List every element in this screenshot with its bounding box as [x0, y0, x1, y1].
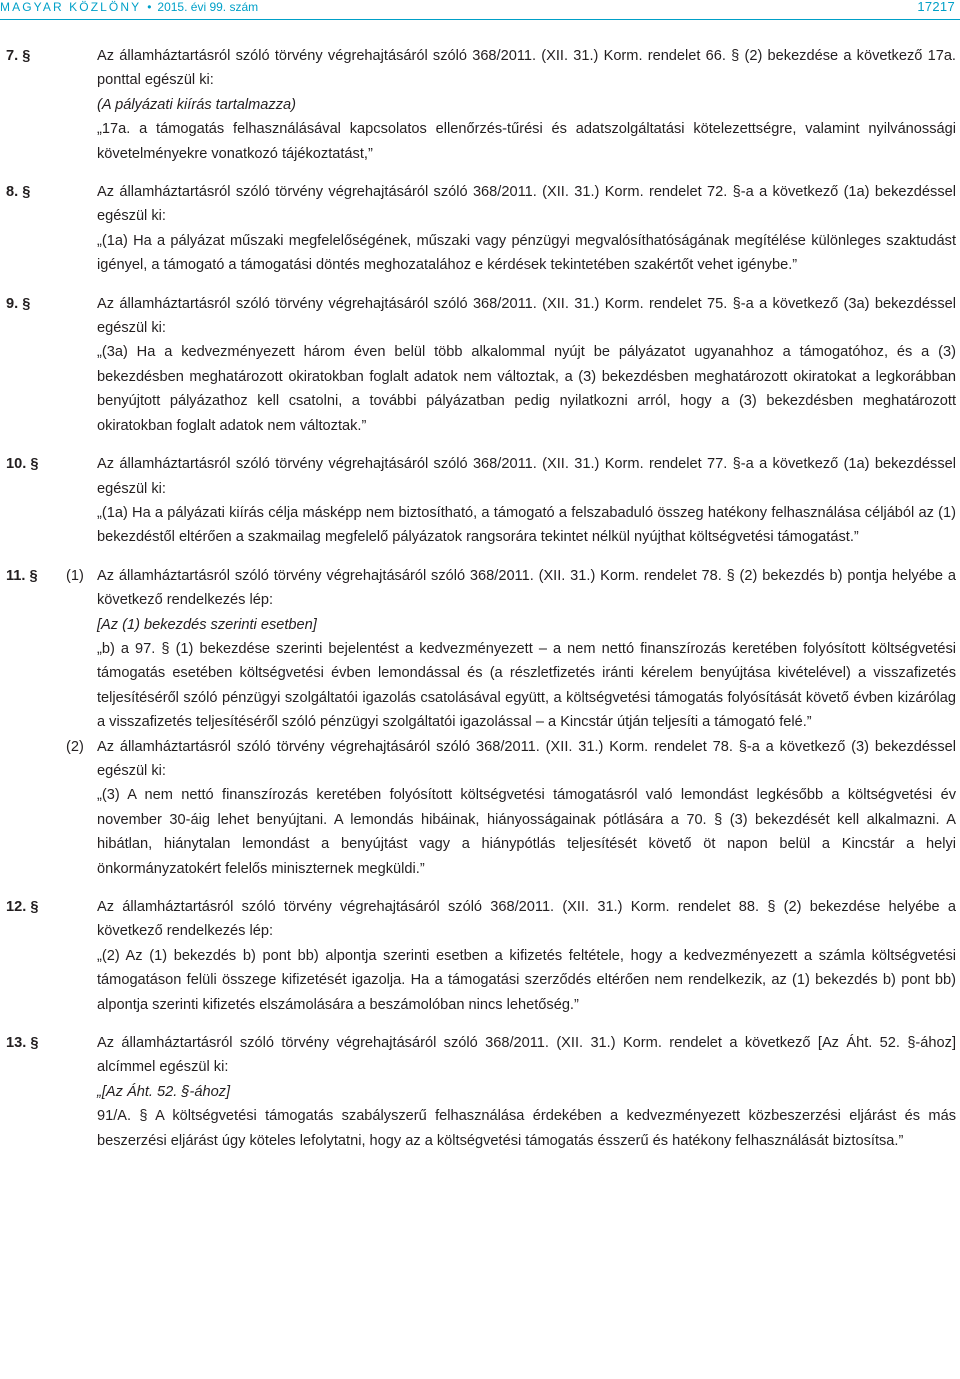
paragraph: Az államháztartásról szóló törvény végrehajtásáról szóló 368/2011. (XII. 31.) Korm. rendelet 77. §-a a következő (1a) bekezdéssel egészül ki: [97, 456, 956, 497]
paragraph: Az államháztartásról szóló törvény végrehajtásáról szóló 368/2011. (XII. 31.) Korm. rendelet 88. § (2) bekezdése helyébe a következő rendelkezés lép: [97, 899, 956, 940]
journal-title: MAGYAR KÖZLÖNY [0, 0, 142, 14]
section-number: 10. § [6, 456, 39, 473]
paragraph: Az államháztartásról szóló törvény végrehajtásáról szóló 368/2011. (XII. 31.) Korm. rendelet 78. § (2) bekezdés b) pontja helyébe a következő rendelkezés lép: [97, 567, 956, 609]
page-number: 17217 [917, 0, 955, 14]
subsection-label: (1) [66, 567, 84, 584]
paragraph-italic: (A pályázati kiírás tartalmazza) [97, 96, 296, 113]
paragraph: „17a. a támogatás felhasználásával kapcsolatos ellenőrzés-tűrési és adatszolgáltatási kötelezettségre, valamint nyilvánossági követelményekre vonatkozó tájékoztatást,” [97, 121, 956, 162]
paragraph: Az államháztartásról szóló törvény végrehajtásáról szóló 368/2011. (XII. 31.) Korm. rendelet a következő [Az Áht. 52. §-ához] alcímmel egészül ki: [97, 1035, 956, 1076]
subsection-label: (2) [66, 738, 84, 755]
journal-header [0, 0, 258, 14]
paragraph-italic: „[Az Áht. 52. §-ához] [97, 1083, 231, 1100]
header-rule [0, 19, 960, 20]
page-header [0, 0, 955, 14]
section-number: 9. § [6, 295, 31, 312]
section-number: 12. § [6, 899, 39, 915]
section-number: 13. § [6, 1035, 39, 1052]
paragraph: Az államháztartásról szóló törvény végrehajtásáról szóló 368/2011. (XII. 31.) Korm. rendelet 72. §-a a következő (1a) bekezdéssel egészül ki: [97, 184, 956, 225]
section-12 [0, 895, 960, 1017]
paragraph: „(2) Az (1) bekezdés b) pont bb) alpontja szerinti esetben a kifizetés feltétele, hogy a kedvezményezett a számla költségvetési támogatáson felüli összege kifizetését igazolja. Ha a támogatási szerződés eltérően nem rendelkezik, az (1) bekezdés b) pont bb) alpontja szerinti kifizetés elszámolására a beszámolóban nincs lehetőség.” [97, 947, 956, 1013]
document-body [0, 44, 960, 1153]
paragraph: Az államháztartásról szóló törvény végrehajtásáról szóló 368/2011. (XII. 31.) Korm. rendelet 75. §-a a következő (3a) bekezdéssel egészül ki: [97, 295, 956, 337]
paragraph-italic: [Az (1) bekezdés szerinti esetben] [97, 616, 317, 633]
paragraph: „(1a) Ha a pályázati kiírás célja másképp nem biztosítható, a támogató a felszabaduló összeg hatékony felhasználása céljából az (1) bekezdéstől eltérően a szakmailag megfelelő pályázatok rangsorára tekintet nélkül nyújthat költségvetési támogatást.” [97, 504, 956, 546]
section-9 [0, 292, 960, 438]
section-number: 8. § [6, 184, 31, 201]
header-bullet: • [147, 0, 152, 14]
subsection-1 [0, 564, 960, 735]
subsection-2 [0, 735, 960, 881]
paragraph: „b) a 97. § (1) bekezdése szerinti bejelentést a kedvezményezett – a nem nettó finanszírozás keretében folyósított költségvetési támogatás esetében költségvetési évben lemondással és (a részletfizetés iránti kérelem benyújtása kivételével) a visszafizetés teljesítéséről szóló pénzügyi szolgáltatói igazolás csatolásával együtt, a költségvetési támogatás folyósítását követő évben kizárólag a visszafizetés teljesítéséről szóló pénzügyi szolgáltatói igazolással – a Kincstár útján teljesíti a támogató felé.” [97, 640, 956, 731]
paragraph: „(1a) Ha a pályázat műszaki megfelelőségének, műszaki vagy pénzügyi megvalósíthatóságának megítélése különleges szaktudást igényel, a támogató a támogatási döntés meghozatalához e kérdések tekintetében szakértőt vehet igénybe.” [97, 232, 956, 274]
paragraph: „(3a) Ha a kedvezményezett három éven belül több alkalommal nyújt be pályázatot ugyanahhoz a támogatóhoz, és a (3) bekezdésben meghatározott okiratokban foglalt adatok nem változtak, a (3) bekezdésben meghatározott okiratokat a legkorábban benyújtott pályázathoz kell csatolni, a további pályázatban pedig nyilatkozni arról, hogy a (3) bekezdésben meghatározott okiratokban foglalt adatok nem változtak.” [97, 344, 956, 434]
section-11 [0, 564, 960, 881]
paragraph: „(3) A nem nettó finanszírozás keretében folyósított költségvetési támogatásról való lemondást legkésőbb a költségvetési év november 30-áig lehet benyújtani. A lemondás hibáinak, hiányosságainak pótlására a 70. § (3) bekezdését kell alkalmazni. A hibátlan, hiánytalan lemondást a benyújtást vagy a hiánypótlás teljesítését követő öt napon belül a Kincstár a helyi önkormányzatokért felelős miniszternek megküldi.” [97, 787, 956, 877]
section-number: 7. § [6, 48, 31, 64]
paragraph: Az államháztartásról szóló törvény végrehajtásáról szóló 368/2011. (XII. 31.) Korm. rendelet 66. § (2) bekezdése a következő 17a. ponttal egészül ki: [97, 48, 956, 89]
section-7 [0, 44, 960, 166]
section-10 [0, 452, 960, 550]
paragraph: 91/A. § A költségvetési támogatás szabályszerű felhasználása érdekében a kedvezményezett közbeszerzési eljárást és más beszerzési eljárást úgy köteles lefolytatni, hogy az a költségvetési támogatás ésszerű és hatékony felhasználását biztosítsa.” [97, 1108, 956, 1149]
issue-label: 2015. évi 99. szám [157, 0, 259, 14]
section-number: 11. § [6, 567, 38, 584]
section-13 [0, 1031, 960, 1153]
paragraph: Az államháztartásról szóló törvény végrehajtásáról szóló 368/2011. (XII. 31.) Korm. rendelet 78. §-a a következő (3) bekezdéssel egészül ki: [97, 738, 956, 779]
section-8 [0, 180, 960, 278]
